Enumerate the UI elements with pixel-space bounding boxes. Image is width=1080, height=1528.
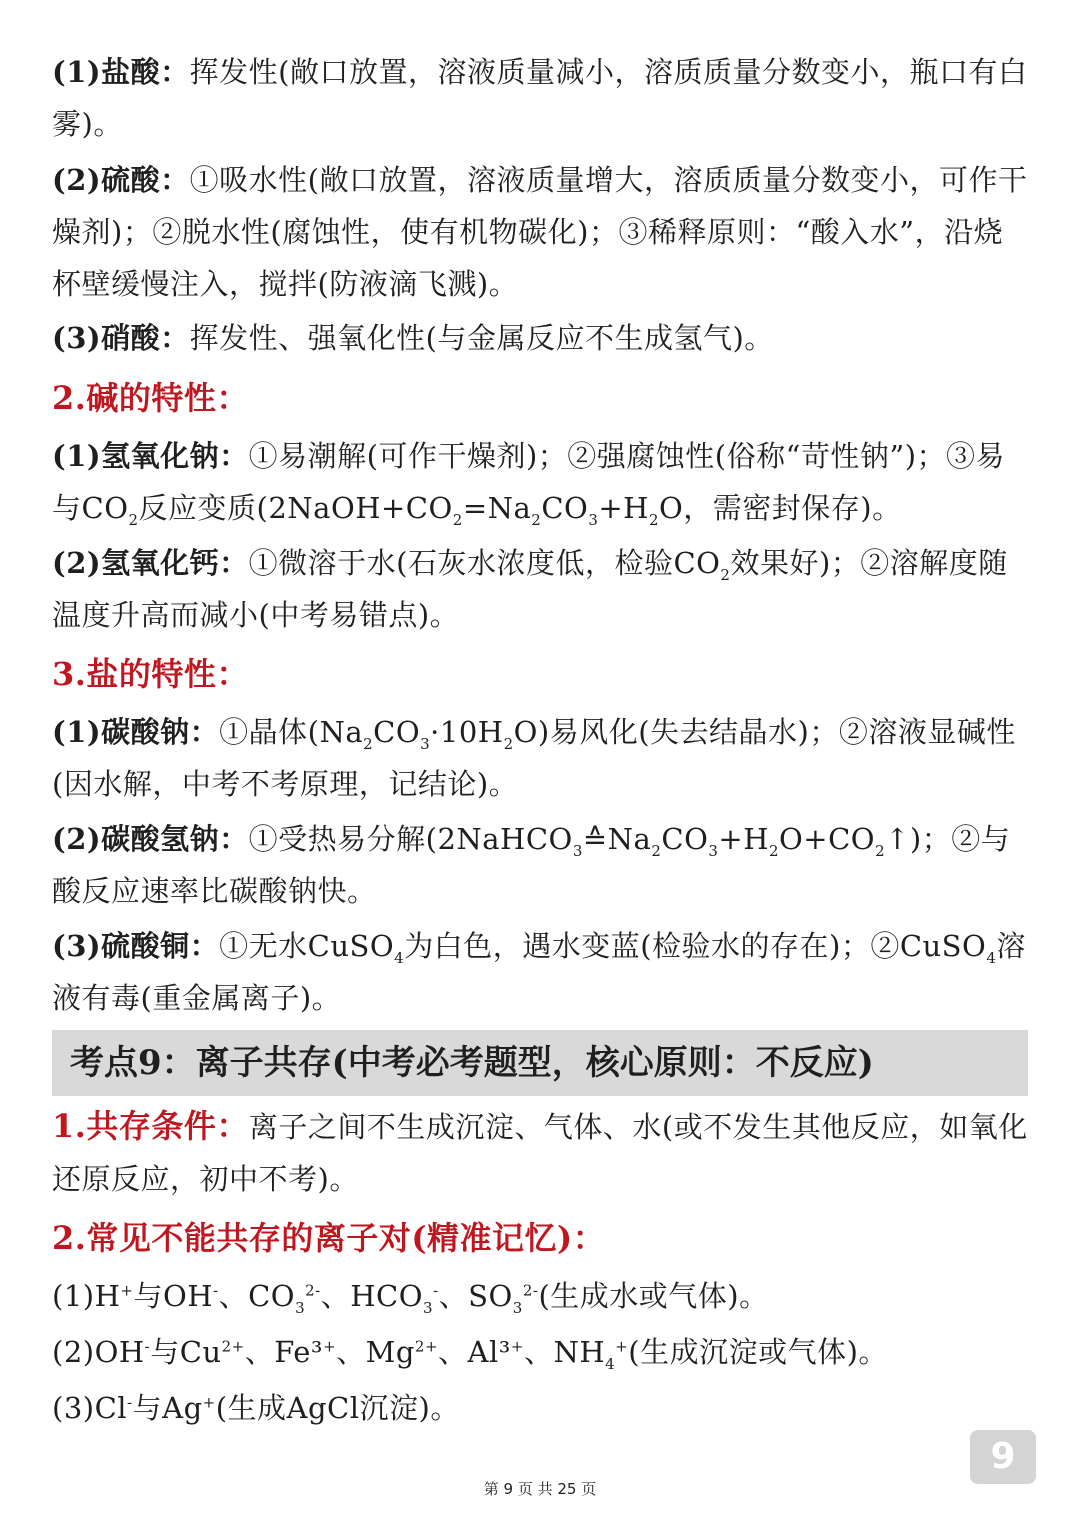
subscript: 3: [572, 841, 583, 860]
subscript: 2: [648, 510, 659, 529]
sodium-hydroxide-label: (1)氢氧化钠：: [52, 439, 249, 473]
sulfuric-acid-text: ①吸水性(敞口放置，溶液质量增大，溶质质量分数变小，可作干燥剂)；②脱水性(腐蚀性，使有机物碳化)；③稀释原则：“酸入水”，沿烧杯壁缓慢注入，搅拌(防液滴飞溅)。: [52, 163, 1028, 301]
ion-pairs-heading: 2.常见不能共存的离子对(精准记忆)：: [52, 1219, 606, 1257]
hydrochloric-acid-text: 挥发性(敞口放置，溶液质量减小，溶质质量分数变小，瓶口有白雾)。: [52, 55, 1028, 141]
subscript: 3: [423, 1298, 434, 1317]
subscript: 3: [512, 1298, 523, 1317]
superscript: -: [213, 1281, 219, 1300]
bases-heading: 2.碱的特性：: [52, 379, 249, 417]
copper-sulfate-paragraph: [52, 920, 1032, 1024]
section-banner: [52, 1030, 1028, 1096]
cuso4-text-2: 为白色，遇水变蓝(检验水的存在)；②CuSO: [404, 929, 987, 963]
superscript: +: [202, 1393, 216, 1412]
ion-text: (2)OH: [52, 1335, 145, 1369]
ion-text: 、HCO: [320, 1279, 424, 1313]
coexist-condition-paragraph: [52, 1100, 1032, 1205]
naoh-text-2: 反应变质(2NaOH+CO: [138, 491, 453, 525]
na2co3-text-4: O)易风化(失去结晶水)；②溶液显碱性(因水解，中考不考原理，记结论)。: [52, 715, 1016, 801]
nahco3-text-4: +H: [718, 822, 769, 856]
superscript: 2-: [522, 1281, 539, 1300]
page-footer: 第 9 页 共 25 页: [483, 1480, 597, 1498]
subscript: 2: [128, 510, 139, 529]
acid-hydrochloric-paragraph: [52, 46, 1032, 150]
ion-text: 、CO: [218, 1279, 296, 1313]
ion-pair-row-2: [52, 1326, 1032, 1378]
caoh-text-2: 效果好)；②溶解度随温度升高而减小(中考易错点)。: [52, 546, 1008, 632]
acid-nitric-paragraph: [52, 312, 1032, 364]
superscript: -: [127, 1393, 133, 1412]
naoh-text-4: CO: [541, 491, 589, 525]
sodium-hydroxide-paragraph: [52, 430, 1032, 534]
superscript: 2+: [414, 1337, 439, 1356]
superscript: 2+: [221, 1337, 245, 1356]
nitric-acid-text: 挥发性、强氧化性(与金属反应不生成氢气)。: [189, 321, 774, 355]
ion-text: (生成沉淀或气体)。: [628, 1335, 888, 1369]
subscript: 2: [452, 510, 463, 529]
ion-text: (生成AgCl沉淀)。: [215, 1391, 460, 1425]
subscript: 2: [768, 841, 780, 860]
ion-text: 与Cu: [150, 1335, 222, 1369]
subscript: 2: [720, 565, 731, 584]
sulfuric-acid-label: (2)硫酸：: [52, 163, 190, 197]
subscript: 2: [651, 841, 662, 860]
superscript: -: [144, 1337, 151, 1356]
sodium-carbonate-label: (1)碳酸钠：: [52, 715, 220, 749]
superscript: 2-: [305, 1281, 321, 1300]
subscript: 4: [394, 948, 405, 967]
nahco3-text-2: ≙Na: [582, 822, 652, 856]
superscript: -: [433, 1281, 439, 1300]
cuso4-text-3: 溶液有毒(重金属离子)。: [52, 929, 1026, 1015]
copper-sulfate-label: (3)硫酸铜：: [52, 929, 220, 963]
na2co3-text-3: ·10H: [430, 715, 504, 749]
sodium-carbonate-paragraph: [52, 706, 1032, 810]
salts-heading: 3.盐的特性：: [52, 655, 249, 693]
section-title: 考点9：离子共存(中考必考题型，核心原则：不反应): [70, 1043, 874, 1083]
ion-text: 与OH: [133, 1279, 214, 1313]
naoh-text-3: =Na: [462, 491, 532, 525]
acid-sulfuric-paragraph: [52, 154, 1032, 310]
ion-pairs-heading-row: [52, 1212, 1032, 1265]
naoh-text-5: +H: [598, 491, 649, 525]
ion-text: 、NH: [523, 1335, 606, 1369]
subscript: 3: [420, 734, 431, 753]
caoh-text-1: ①微溶于水(石灰水浓度低，检验CO: [248, 546, 721, 580]
subscript: 4: [986, 948, 997, 967]
nahco3-text-3: CO: [661, 822, 709, 856]
ion-text: (3)Cl: [52, 1391, 128, 1425]
nahco3-text-1: ①受热易分解(2NaHCO: [248, 822, 573, 856]
ion-text: (1)H: [52, 1279, 121, 1313]
na2co3-text-2: CO: [373, 715, 421, 749]
naoh-text-1: ①易潮解(可作干燥剂)；②强腐蚀性(俗称“苛性钠”)；③易与CO: [52, 439, 1006, 525]
subscript: 2: [363, 734, 374, 753]
na2co3-text-1: ①晶体(Na: [219, 715, 364, 749]
superscript: +: [323, 1337, 337, 1356]
bases-heading-row: [52, 372, 1032, 425]
ion-pair-row-3: [52, 1382, 1032, 1434]
nitric-acid-label: (3)硝酸：: [52, 321, 190, 355]
ion-text: 、Mg: [336, 1335, 415, 1369]
page-number-badge: 9: [970, 1430, 1036, 1484]
nahco3-text-5: O+CO: [779, 822, 876, 856]
ion-text: 、Fe³: [244, 1335, 324, 1369]
subscript: 2: [875, 841, 886, 860]
subscript: 2: [531, 510, 542, 529]
ion-text: 与Ag: [132, 1391, 203, 1425]
ion-text: (生成水或气体)。: [538, 1279, 769, 1313]
nahco3-text-6: ↑)；②与酸反应速率比碳酸钠快。: [52, 822, 1011, 908]
sodium-bicarbonate-paragraph: [52, 813, 1032, 917]
subscript: 2: [503, 734, 514, 753]
calcium-hydroxide-paragraph: [52, 537, 1032, 641]
cuso4-text-1: ①无水CuSO: [219, 929, 395, 963]
ion-text: 、SO: [438, 1279, 513, 1313]
ion-pair-row-1: [52, 1270, 1032, 1322]
naoh-text-6: O，需密封保存)。: [659, 491, 902, 525]
coexist-condition-text: 离子之间不生成沉淀、气体、水(或不发生其他反应，如氧化还原反应，初中不考)。: [52, 1110, 1028, 1196]
salts-heading-row: [52, 648, 1032, 701]
subscript: 4: [605, 1354, 616, 1373]
subscript: 3: [295, 1298, 306, 1317]
sodium-bicarbonate-label: (2)碳酸氢钠：: [52, 822, 249, 856]
ion-text: 、Al³: [438, 1335, 511, 1369]
superscript: +: [510, 1337, 524, 1356]
subscript: 3: [588, 510, 599, 529]
superscript: +: [615, 1337, 629, 1356]
subscript: 3: [708, 841, 719, 860]
hydrochloric-acid-label: (1)盐酸：: [52, 55, 190, 89]
calcium-hydroxide-label: (2)氢氧化钙：: [52, 546, 249, 580]
coexist-condition-label: 1.共存条件：: [52, 1107, 249, 1145]
superscript: +: [120, 1281, 134, 1300]
